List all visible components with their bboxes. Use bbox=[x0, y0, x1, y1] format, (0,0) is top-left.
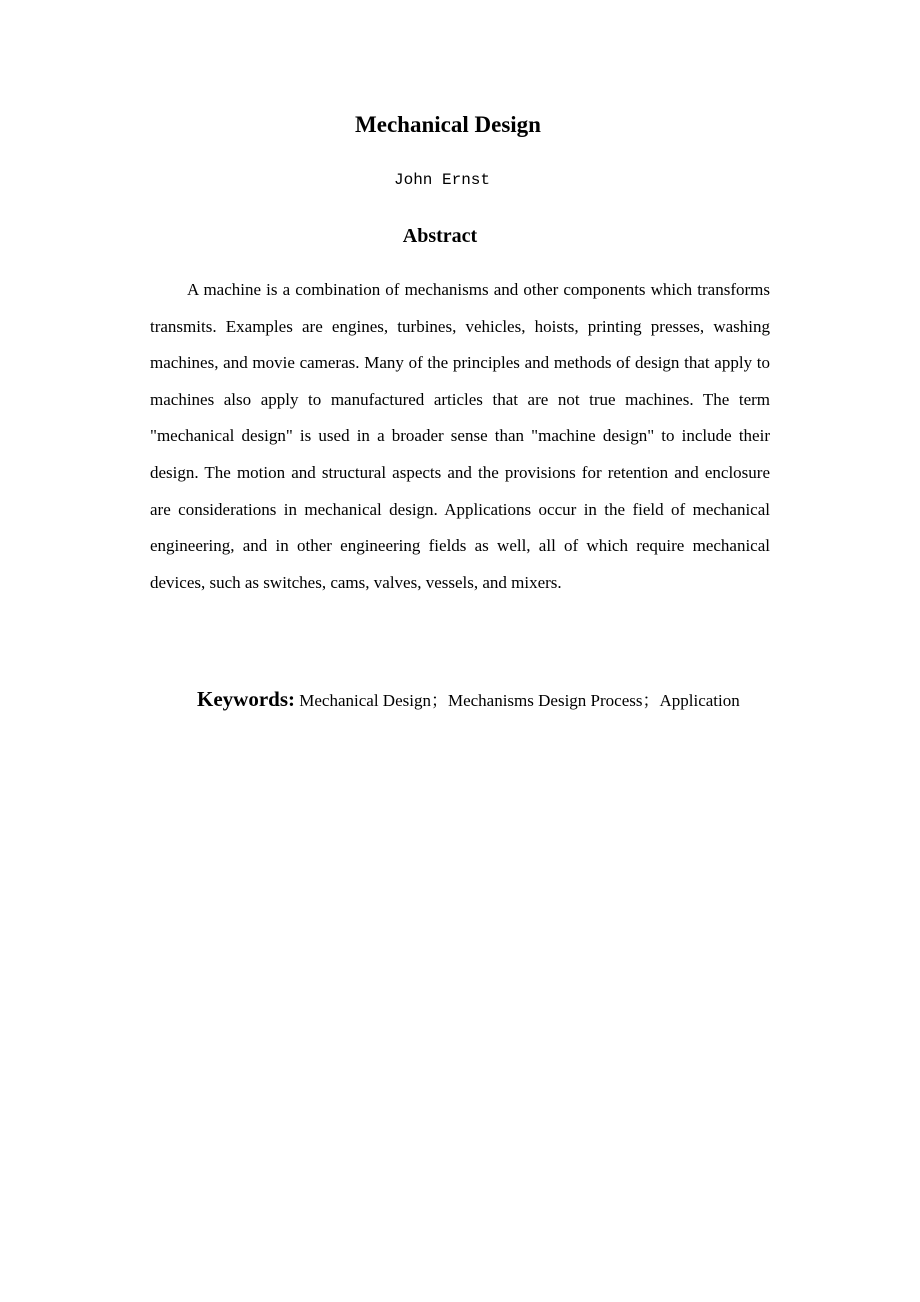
paper-title: Mechanical Design bbox=[355, 112, 541, 137]
keywords-list: Mechanical Design；Mechanisms Design Process；Application bbox=[299, 691, 740, 710]
abstract-body: A machine is a combination of mechanisms and other components which transforms transmits. Examples are engines, turbines, vehicles, hoists, printing presses, washing machines, and movie cameras. Many of the principles and methods of design that apply to machines also apply to manufactured articles that are not true machines. The term "mechanical design" is used in a broader sense than "machine design" to include their design. The motion and structural aspects and the provisions for retention and enclosure are considerations in mechanical design. Applications occur in the field of mechanical engineering, and in other engineering fields as well, all of which require mechanical devices, such as switches, cams, valves, vessels, and mixers. bbox=[150, 280, 770, 592]
author-name: John Ernst bbox=[393, 171, 490, 189]
abstract-heading: Abstract bbox=[402, 225, 478, 247]
keywords-label: Keywords: bbox=[197, 687, 295, 711]
keywords-line bbox=[197, 684, 797, 716]
